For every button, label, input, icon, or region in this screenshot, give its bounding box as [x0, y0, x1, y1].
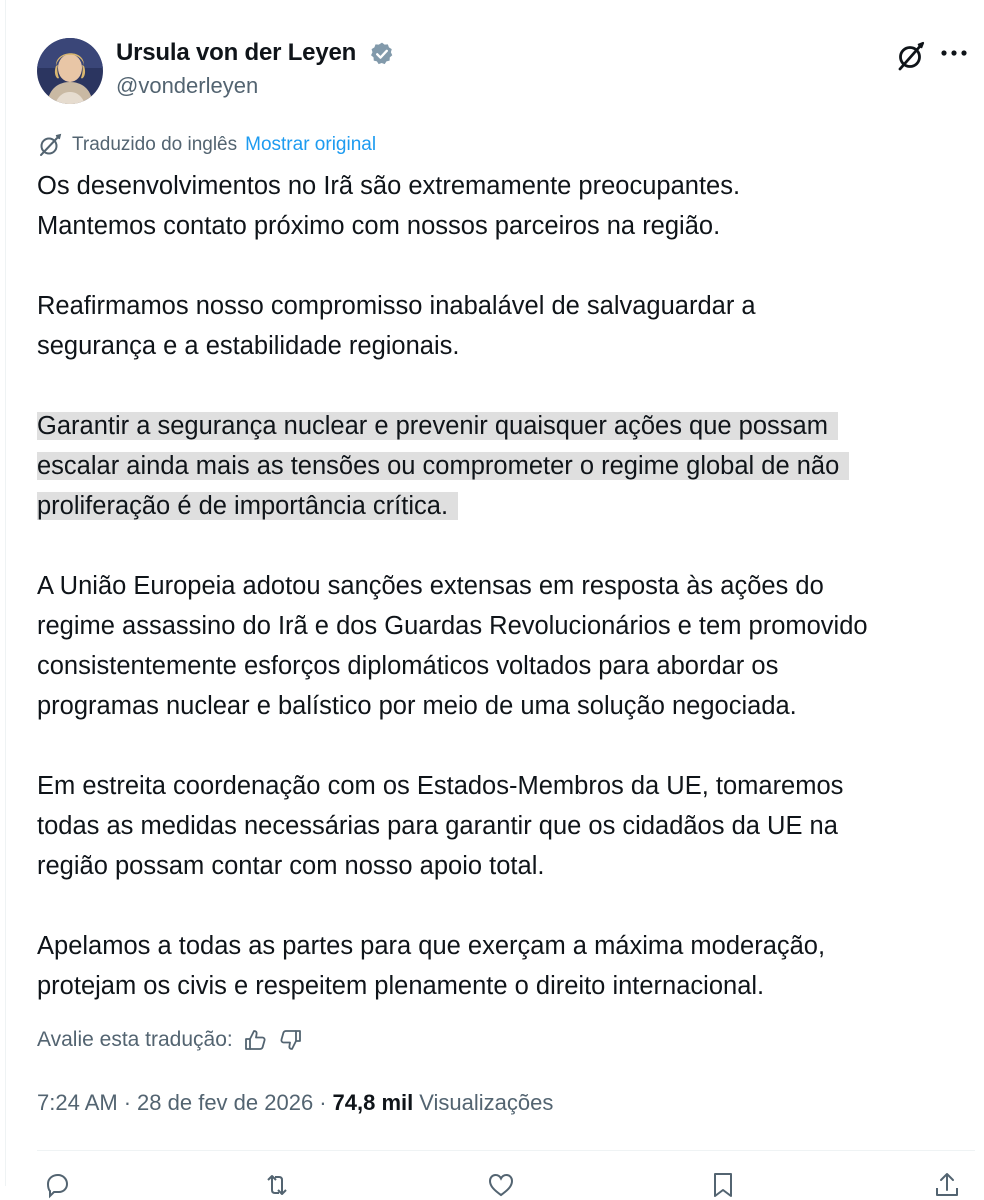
thumbs-up-icon[interactable]: [241, 1026, 269, 1054]
tweet-time[interactable]: 7:24 AM: [37, 1090, 118, 1115]
author-handle[interactable]: @vonderleyen: [116, 73, 259, 98]
views-count: 74,8 mil: [332, 1090, 414, 1115]
repost-button[interactable]: [262, 1170, 292, 1200]
share-icon: [932, 1170, 962, 1200]
share-button[interactable]: [932, 1170, 962, 1200]
more-options-icon[interactable]: [936, 40, 972, 70]
tweet-paragraph-1: Os desenvolvimentos no Irã são extremamente preocupantes. Mantemos contato próximo com nossos parceiros na região.: [37, 172, 741, 240]
avatar-image: [37, 38, 103, 104]
repost-icon: [262, 1170, 292, 1200]
bookmark-icon: [708, 1170, 738, 1200]
meta-separator: ·: [319, 1090, 327, 1115]
tweet-paragraph-4: A União Europeia adotou sanções extensas em resposta às ações do regime assassino do Irã e dos Guardas Revolucionários e tem promovido consistentemente esforços diplomáticos voltados para abordar os programas nuclear e balístico por meio de uma solução negociada.: [37, 572, 868, 720]
like-button[interactable]: [486, 1170, 516, 1200]
rate-translation: [37, 1025, 305, 1055]
tweet-text: [37, 166, 977, 1046]
action-bar: [6, 1170, 984, 1200]
tweet-paragraph-2: Reafirmamos nosso compromisso inabalável de salvaguardar a segurança e a estabilidade regionais.: [37, 292, 756, 360]
meta-separator: ·: [123, 1090, 132, 1115]
grok-icon[interactable]: [894, 39, 928, 73]
translation-note: Traduzido do inglês: [72, 134, 238, 155]
translate-icon: [37, 132, 63, 158]
show-original-link[interactable]: Mostrar original: [245, 134, 377, 155]
tweet-paragraph-3: [37, 406, 977, 526]
translation-notice: [37, 132, 376, 158]
tweet-date[interactable]: 28 de fev de 2026: [137, 1090, 314, 1115]
bookmark-button[interactable]: [708, 1170, 738, 1200]
author-avatar[interactable]: [37, 38, 103, 104]
tweet-metadata: [37, 1087, 553, 1119]
tweet-card: [5, 0, 984, 1186]
author-name[interactable]: Ursula von der Leyen: [116, 39, 357, 66]
like-icon: [486, 1170, 516, 1200]
highlighted-text: Garantir a segurança nuclear e prevenir quaisquer ações que possam escalar ainda mais as tensões ou comprometer o regime global de não proliferação é de importância crítica.: [37, 412, 849, 520]
rate-translation-label: Avalie esta tradução:: [37, 1028, 233, 1051]
verified-badge-icon: [369, 41, 395, 67]
reply-button[interactable]: [42, 1170, 72, 1200]
divider: [37, 1150, 975, 1151]
views-label: Visualizações: [419, 1090, 554, 1115]
tweet-paragraph-6: Apelamos a todas as partes para que exerçam a máxima moderação, protejam os civis e respeitem plenamente o direito internacional.: [37, 932, 826, 1000]
reply-icon: [42, 1170, 72, 1200]
tweet-paragraph-5: Em estreita coordenação com os Estados-Membros da UE, tomaremos todas as medidas necessárias para garantir que os cidadãos da UE na região possam contar com nosso apoio total.: [37, 772, 844, 880]
thumbs-down-icon[interactable]: [277, 1026, 305, 1054]
